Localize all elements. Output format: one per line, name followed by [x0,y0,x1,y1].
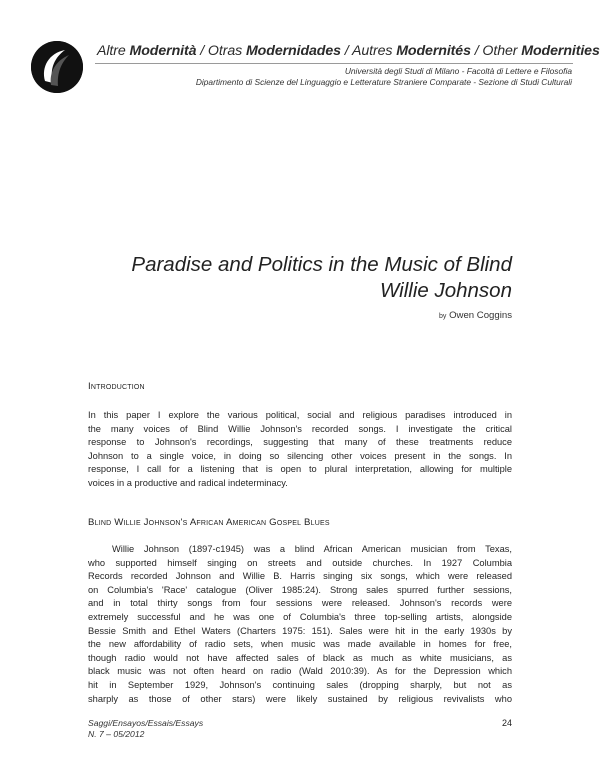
text-line: extremely successful and he was one of Columbia's three top-selling artists, alongside [88,611,512,622]
journal-title-part: / Otras [196,43,246,59]
text-line: who supported himself singing on streets and outside churches. In 1927 Columbia [88,557,512,568]
text-line: Bessie Smith and Ethel Waters (Charters 1975: 151). Sales were hit in the early 1930s by [88,625,512,636]
journal-title-part: Modernités [396,43,471,59]
text-line: Records recorded Johnson and Willie B. Harris singing six songs, which were released [88,571,512,582]
text-line: In this paper I explore the various political, social and religious paradises introduced in [88,410,512,420]
page-number: 24 [501,718,512,728]
text-line: response to Johnson's recordings, suggesting that many of these treatments reduce [88,437,512,448]
affiliation-line-2: Dipartimento di Scienze del Linguaggio e Letterature Straniere Comparate - Sezione di Studi Culturali [195,77,572,87]
text-line: Willie Johnson (1897-c1945) was a blind African American musician from Texas, [112,544,512,554]
journal-title-part: / Other [470,43,522,59]
text-line: hit in September 1929, Johnson's continuing sales (dropping sharply, but not as [88,679,512,690]
text-line: on Columbia's 'Race' catalogue (Oliver 1985:24). Strong sales spurred further sessions, [88,584,512,595]
journal-title-part: / Autres [340,43,397,59]
journal-title-part: Modernità [129,43,197,59]
text-line: though radio would not have affected sales of black as much as white musicians, as [88,652,512,663]
footer-series: Saggi/Ensayos/Essais/Essays [88,718,204,728]
footer-issue: N. 7 – 05/2012 [88,729,145,739]
affiliation-line-1: Università degli Studi di Milano - Facoltà di Lettere e Filosofia [344,66,572,76]
journal-logo [31,41,83,93]
footer-series-info [88,718,203,740]
by-label: by [438,313,447,320]
gospel-blues-paragraph [88,543,512,706]
journal-title-part: Modernidades [245,43,341,59]
introduction-paragraph [88,409,512,491]
text-line: Johnson to a single voice, in doing so silencing other voices present in the songs. In [88,450,512,461]
section-heading-gospel-blues: Blind Willie Johnson's African American Gospel Blues [88,517,330,528]
text-line: voices in a productive and radical indeterminacy. [88,477,288,488]
section-heading-introduction: Introduction [88,381,145,392]
text-line: sharply as those of other stars) were likely sustained by religious revivalists who [88,693,512,704]
text-line: response, I call for a listening that is open to plural interpretation, allowing for multiple [88,464,512,475]
text-line: the many voices of Blind Willie Johnson's recorded songs. I investigate the critical [88,423,512,434]
journal-title-part: Modernities [521,43,600,59]
text-line: black music was not often heard on radio (Wald 2010:39). As for the Depression which [88,666,512,677]
header-rule [95,63,573,64]
article-title [92,252,512,304]
text-line: and in total thirty songs from four sessions were released. Johnson's records were [88,598,512,609]
article-title-line-1: Paradise and Politics in the Music of Blind [131,253,512,276]
journal-title-part: Altre [97,43,130,59]
text-line: the new affordability of radio sets, when music was made available in homes for free, [88,639,512,650]
journal-title [97,43,600,59]
byline [439,310,512,321]
article-title-line-2: Willie Johnson [380,279,512,302]
author-name: Owen Coggins [449,310,512,321]
